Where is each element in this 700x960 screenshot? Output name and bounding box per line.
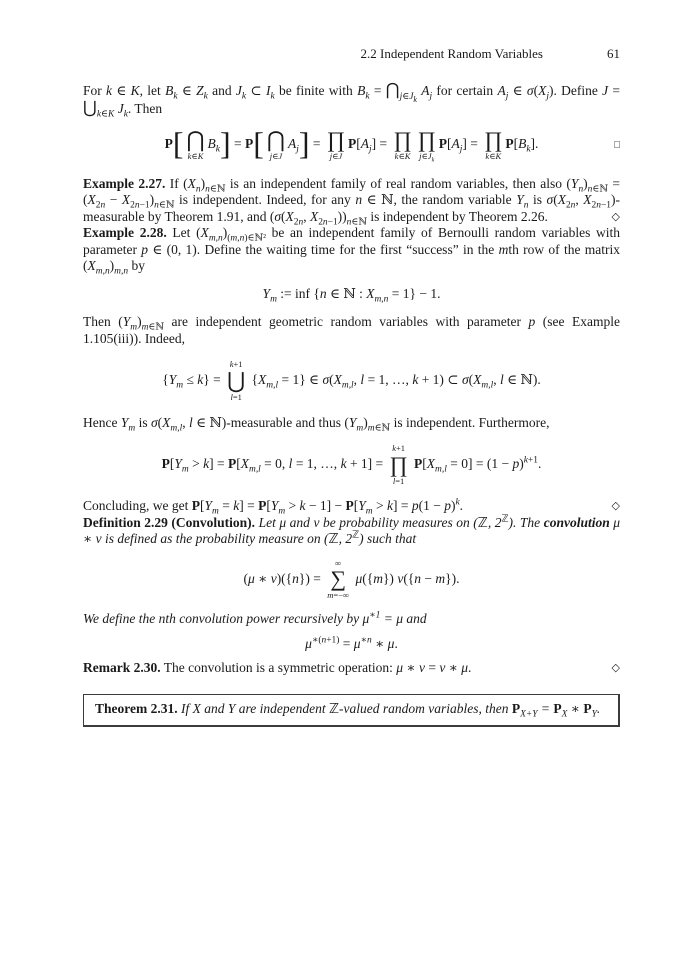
end-of-remark-diamond: ◇ xyxy=(611,661,620,674)
theorem-2-31-label: Theorem 2.31. xyxy=(95,700,178,716)
equation-content: $\{Y_m \le k\}$ = k+1 ⋃ l=1 $\{X_{m,l} = 1\}$ ∈ $\sigma(X_{m,l}$, l = 1, …, k + 1) ⊂ $\sigma(X_{m,l}$, l ∈ ℕ). xyxy=(162,359,541,403)
display-equation-product-formula xyxy=(83,125,620,164)
end-of-proof-square: □ xyxy=(613,139,620,151)
example-2-28-label: Example 2.28. xyxy=(83,225,167,241)
hence-text: Hence $Y_m$ is $\sigma(X_{m,l}$, l ∈ ℕ)-measurable and thus $(Y_m)_{m\in ℕ}$ is independent. Furthermore, xyxy=(83,414,550,434)
example-2-27-text: If $(X_n)_{n\in ℕ}$ is an independent family of real random variables, then also $(Y_n)_{n\in ℕ} = (X_{2n} - X_{2n-1})_{n\in ℕ}$ is independent. Indeed, for any n ∈ ℕ, the random variable $Y_n$ is $\sigma(X_{2n}$, $X_{2n-1}$)-measurable by Theorem 1.91, and ($\sigma(X_{2n}$, $X_{2n-1}))_{n\in ℕ}$ is independent by Theorem 2.26. xyxy=(83,175,621,228)
then-paragraph xyxy=(83,314,620,347)
definition-2-29-text: Let μ and ν be probability measures on (ℤ, $2^ℤ$). The convolution μ ∗ ν is defined as the probability measure on (ℤ, $2^ℤ$) such that xyxy=(83,514,621,547)
display-equation-convolution-power xyxy=(83,636,620,652)
example-2-27-paragraph xyxy=(83,175,621,228)
remark-2-30-label: Remark 2.30. xyxy=(83,659,161,675)
display-equation-waiting-time xyxy=(83,286,620,306)
equation-content: (μ ∗ ν)({n}) = ∞ ∑ m=−∞ μ({m}) ν({n − m}). xyxy=(243,557,460,601)
display-equation-probability-product xyxy=(83,443,620,486)
end-of-example-diamond: ◇ xyxy=(611,210,620,223)
end-of-example-diamond: ◇ xyxy=(611,500,620,513)
hence-paragraph xyxy=(83,414,620,434)
remark-2-30-paragraph xyxy=(83,660,620,676)
convolution-power-text: We define the nth convolution power recursively by $\mu^{∗1} = \mu$ and xyxy=(83,610,427,627)
theorem-2-31-box xyxy=(83,694,620,727)
equation-content: $\mu^{∗(n+1)} = \mu^{∗n}$ ∗ μ. xyxy=(305,635,398,651)
page-number: 61 xyxy=(607,46,620,61)
remark-2-30-text: The convolution is a symmetric operation: μ ∗ ν = ν ∗ μ. xyxy=(163,659,472,675)
example-2-28-text: Let $(X_{m,n})_{(m,n)\in ℕ^2}$ be an independent family of Bernoulli random variables with parameter p ∈ (0, 1). Define the waiting time for the first “success” in the mth row of the matrix $(X_{m,n})_{m,n}$ by xyxy=(83,225,621,277)
equation-content: $P[Y_m > k] = P[X_{m,l} = 0$, l = 1, …, k + 1] = k+1 ∏ l=1 $P[X_{m,l} = 0] = (1 - p)^{k+1}$. xyxy=(161,443,542,486)
then-text: Then $(Y_m)_{m\in ℕ}$ are independent geometric random variables with parameter p (see Example 1.105(iii)). Indeed, xyxy=(83,314,621,346)
theorem-2-31-text: If X and Y are independent ℤ-valued random variables, then $P_{X+Y} = P_X$ ∗ $P_Y$. xyxy=(181,700,601,720)
theorem-2-31-paragraph xyxy=(95,700,607,720)
page-content xyxy=(83,46,620,727)
running-head xyxy=(83,46,620,62)
intro-text: For k ∈ K, let $B_k$ ∈ $Z_k$ and $J_k$ ⊂ $I_k$ be finite with $B_k$ = $⋂_{j\in J_k}$ $A_j$ for certain $A_j$ ∈ $\sigma(X_j)$. Define $J = ⋃_{k\in K}$ $J_k$. Then xyxy=(83,80,621,120)
equation-content: $Y_m$ := inf {n ∈ ℕ : $X_{m,n} = 1\} - 1$. xyxy=(262,286,441,306)
example-2-28-paragraph xyxy=(83,225,621,277)
convolution-power-paragraph xyxy=(83,611,620,627)
concluding-text: Concluding, we get $P[Y_m = k] = P[Y_m > k - 1] - P[Y_m > k] = p(1 - p)^k$. xyxy=(83,497,464,518)
equation-content: P[ ⋂ k∈K $B_k] = P$[ ⋂ j∈J $A_j$] = ∏ j∈J $P[A_j]$ = ∏ k∈K ∏ $j\in J_k$ $P[A_j]$ = ∏ k∈K $P[B_k]$. xyxy=(164,125,539,164)
intro-paragraph xyxy=(83,80,621,120)
definition-2-29-label: Definition 2.29 (Convolution). xyxy=(83,514,256,530)
example-2-27-label: Example 2.27. xyxy=(83,175,166,191)
display-equation-convolution-sum xyxy=(83,558,620,601)
running-head-section-title: 2.2 Independent Random Variables xyxy=(360,46,543,61)
display-equation-union xyxy=(83,359,620,402)
definition-2-29-paragraph xyxy=(83,515,620,548)
concluding-paragraph xyxy=(83,497,620,518)
